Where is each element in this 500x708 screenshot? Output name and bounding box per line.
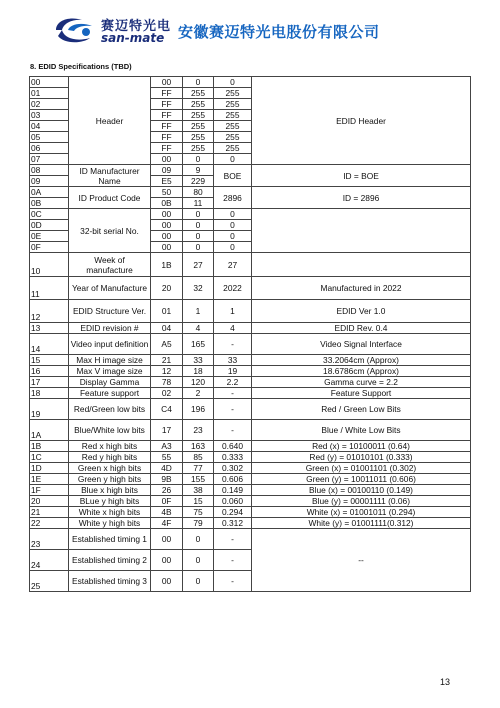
cell-hex: A3 <box>151 441 183 452</box>
cell-name: Blue x high bits <box>69 485 151 496</box>
product-code-label: ID Product Code <box>69 187 151 209</box>
cell-hex: FF <box>151 143 183 154</box>
cell-dec: 38 <box>183 485 214 496</box>
cell-addr: 10 <box>30 253 69 277</box>
cell-dec: 15 <box>183 496 214 507</box>
cell-dec: 2 <box>183 388 214 399</box>
cell-dec: 0 <box>183 242 214 253</box>
cell-hex: 17 <box>151 420 183 441</box>
cell-val: 27 <box>214 253 252 277</box>
cell-val: 255 <box>214 99 252 110</box>
cell-val: 0 <box>214 154 252 165</box>
cell-val: - <box>214 388 252 399</box>
manufacturer-description: ID = BOE <box>252 165 471 187</box>
section-title: 8. EDID Specifications (TBD) <box>30 62 132 71</box>
cell-desc <box>252 253 471 277</box>
cell-hex: 04 <box>151 323 183 334</box>
cell-addr: 22 <box>30 518 69 529</box>
cell-dec: 196 <box>183 399 214 420</box>
cell-dec: 1 <box>183 300 214 323</box>
cell-hex: A5 <box>151 334 183 355</box>
cell-addr: 16 <box>30 366 69 377</box>
cell-desc: Red (y) = 01010101 (0.333) <box>252 452 471 463</box>
cell-hex: 00 <box>151 209 183 220</box>
cell-dec: 255 <box>183 99 214 110</box>
cell-hex: 50 <box>151 187 183 198</box>
cell-dec: 79 <box>183 518 214 529</box>
cell-addr: 15 <box>30 355 69 366</box>
cell-hex: 02 <box>151 388 183 399</box>
cell-val: 0.312 <box>214 518 252 529</box>
logo-chinese-text: 赛迈特光电 <box>101 19 172 34</box>
cell-dec: 229 <box>183 176 214 187</box>
cell-desc: EDID Ver 1.0 <box>252 300 471 323</box>
edid-row <box>30 323 471 334</box>
cell-dec: 0 <box>183 220 214 231</box>
cell-val: - <box>214 420 252 441</box>
cell-hex: 78 <box>151 377 183 388</box>
header-description: EDID Header <box>252 77 471 165</box>
cell-addr: 17 <box>30 377 69 388</box>
cell-addr: 06 <box>30 143 69 154</box>
cell-desc: EDID Rev. 0.4 <box>252 323 471 334</box>
cell-addr: 18 <box>30 388 69 399</box>
cell-hex: 0F <box>151 496 183 507</box>
cell-addr: 1C <box>30 452 69 463</box>
company-name: 安徽赛迈特光电股份有限公司 <box>178 23 380 41</box>
cell-desc: Green (x) = 01001101 (0.302) <box>252 463 471 474</box>
cell-name: White x high bits <box>69 507 151 518</box>
cell-addr: 1F <box>30 485 69 496</box>
cell-val: 2022 <box>214 277 252 300</box>
cell-hex: 21 <box>151 355 183 366</box>
cell-hex: 00 <box>151 550 183 571</box>
cell-dec: 4 <box>183 323 214 334</box>
cell-name: Red/Green low bits <box>69 399 151 420</box>
cell-dec: 255 <box>183 88 214 99</box>
cell-dec: 85 <box>183 452 214 463</box>
cell-name: Week of manufacture <box>69 253 151 277</box>
cell-hex: 09 <box>151 165 183 176</box>
edid-row <box>30 399 471 420</box>
cell-addr: 13 <box>30 323 69 334</box>
cell-name: EDID Structure Ver. <box>69 300 151 323</box>
cell-addr: 00 <box>30 77 69 88</box>
cell-dec: 77 <box>183 463 214 474</box>
established-timing-description: -- <box>252 529 471 592</box>
edid-row <box>30 474 471 485</box>
cell-hex: FF <box>151 110 183 121</box>
cell-name: White y high bits <box>69 518 151 529</box>
cell-dec: 255 <box>183 110 214 121</box>
cell-addr: 1E <box>30 474 69 485</box>
cell-dec: 155 <box>183 474 214 485</box>
cell-addr: 21 <box>30 507 69 518</box>
cell-hex: 00 <box>151 242 183 253</box>
cell-dec: 163 <box>183 441 214 452</box>
cell-addr: 12 <box>30 300 69 323</box>
cell-val: 0.333 <box>214 452 252 463</box>
cell-hex: 00 <box>151 77 183 88</box>
cell-hex: 12 <box>151 366 183 377</box>
cell-name: Year of Manufacture <box>69 277 151 300</box>
san-mate-logo-icon <box>52 14 98 46</box>
cell-hex: E5 <box>151 176 183 187</box>
cell-addr: 05 <box>30 132 69 143</box>
cell-val: - <box>214 571 252 592</box>
cell-dec: 0 <box>183 231 214 242</box>
cell-addr: 19 <box>30 399 69 420</box>
cell-addr: 0D <box>30 220 69 231</box>
cell-hex: 01 <box>151 300 183 323</box>
cell-dec: 120 <box>183 377 214 388</box>
cell-name: Blue/White low bits <box>69 420 151 441</box>
cell-name: EDID revision # <box>69 323 151 334</box>
cell-dec: 33 <box>183 355 214 366</box>
cell-name: BLue y high bits <box>69 496 151 507</box>
edid-row <box>30 518 471 529</box>
cell-hex: FF <box>151 121 183 132</box>
cell-dec: 0 <box>183 154 214 165</box>
cell-desc: Video Signal Interface <box>252 334 471 355</box>
cell-hex: 00 <box>151 231 183 242</box>
cell-hex: 20 <box>151 277 183 300</box>
cell-addr: 20 <box>30 496 69 507</box>
page-header <box>52 14 472 46</box>
cell-val: 19 <box>214 366 252 377</box>
cell-val: - <box>214 529 252 550</box>
cell-name: Feature support <box>69 388 151 399</box>
cell-dec: 18 <box>183 366 214 377</box>
cell-dec: 80 <box>183 187 214 198</box>
cell-desc: Red (x) = 10100011 (0.64) <box>252 441 471 452</box>
cell-desc: Blue / White Low Bits <box>252 420 471 441</box>
cell-addr: 0B <box>30 198 69 209</box>
cell-val: - <box>214 334 252 355</box>
edid-row <box>30 420 471 441</box>
cell-val: 255 <box>214 88 252 99</box>
cell-val: 255 <box>214 110 252 121</box>
cell-desc: 18.6786cm (Approx) <box>252 366 471 377</box>
cell-dec: 75 <box>183 507 214 518</box>
cell-addr: 08 <box>30 165 69 176</box>
cell-dec: 0 <box>183 77 214 88</box>
cell-addr: 23 <box>30 529 69 550</box>
cell-addr: 24 <box>30 550 69 571</box>
edid-row <box>30 507 471 518</box>
cell-addr: 01 <box>30 88 69 99</box>
cell-addr: 0E <box>30 231 69 242</box>
cell-desc: Red / Green Low Bits <box>252 399 471 420</box>
edid-table-body <box>30 77 471 592</box>
cell-hex: 9B <box>151 474 183 485</box>
cell-addr: 1A <box>30 420 69 441</box>
cell-val: - <box>214 550 252 571</box>
cell-dec: 23 <box>183 420 214 441</box>
cell-hex: 26 <box>151 485 183 496</box>
cell-dec: 0 <box>183 529 214 550</box>
cell-val: 0.294 <box>214 507 252 518</box>
cell-dec: 255 <box>183 121 214 132</box>
serial-description <box>252 209 471 253</box>
cell-hex: FF <box>151 99 183 110</box>
edid-row <box>30 529 471 550</box>
cell-val: 0.606 <box>214 474 252 485</box>
manufacturer-value: BOE <box>214 165 252 187</box>
cell-addr: 09 <box>30 176 69 187</box>
cell-val: 255 <box>214 132 252 143</box>
cell-dec: 255 <box>183 132 214 143</box>
cell-hex: FF <box>151 88 183 99</box>
cell-addr: 0F <box>30 242 69 253</box>
cell-addr: 04 <box>30 121 69 132</box>
cell-name: Video input definition <box>69 334 151 355</box>
cell-hex: 55 <box>151 452 183 463</box>
cell-name: Max V image size <box>69 366 151 377</box>
cell-addr: 02 <box>30 99 69 110</box>
cell-val: 0.149 <box>214 485 252 496</box>
edid-row <box>30 388 471 399</box>
cell-addr: 14 <box>30 334 69 355</box>
cell-name: Red x high bits <box>69 441 151 452</box>
header-label: Header <box>69 77 151 165</box>
cell-desc: Blue (y) = 00001111 (0.06) <box>252 496 471 507</box>
cell-hex: 4B <box>151 507 183 518</box>
cell-desc: 33.2064cm (Approx) <box>252 355 471 366</box>
cell-name: Established timing 2 <box>69 550 151 571</box>
cell-hex: 00 <box>151 220 183 231</box>
edid-row <box>30 441 471 452</box>
cell-dec: 0 <box>183 550 214 571</box>
cell-val: 0 <box>214 209 252 220</box>
cell-hex: 00 <box>151 154 183 165</box>
cell-name: Green y high bits <box>69 474 151 485</box>
cell-val: 33 <box>214 355 252 366</box>
cell-hex: 00 <box>151 571 183 592</box>
cell-val: 0.640 <box>214 441 252 452</box>
edid-row <box>30 209 471 220</box>
cell-addr: 25 <box>30 571 69 592</box>
cell-dec: 0 <box>183 209 214 220</box>
cell-hex: FF <box>151 132 183 143</box>
product-code-value: 2896 <box>214 187 252 209</box>
edid-row <box>30 496 471 507</box>
cell-hex: 1B <box>151 253 183 277</box>
cell-val: 0.302 <box>214 463 252 474</box>
cell-desc: Blue (x) = 00100110 (0.149) <box>252 485 471 496</box>
manufacturer-label: ID Manufacturer Name <box>69 165 151 187</box>
cell-dec: 32 <box>183 277 214 300</box>
cell-val: 0 <box>214 77 252 88</box>
cell-addr: 1B <box>30 441 69 452</box>
cell-desc: White (y) = 01001111(0.312) <box>252 518 471 529</box>
edid-row <box>30 165 471 176</box>
cell-name: Established timing 3 <box>69 571 151 592</box>
cell-val: 0 <box>214 231 252 242</box>
cell-hex: 4F <box>151 518 183 529</box>
cell-desc: Feature Support <box>252 388 471 399</box>
cell-addr: 0C <box>30 209 69 220</box>
edid-row <box>30 277 471 300</box>
cell-hex: 0B <box>151 198 183 209</box>
cell-name: Established timing 1 <box>69 529 151 550</box>
cell-val: 255 <box>214 143 252 154</box>
edid-row <box>30 187 471 198</box>
cell-addr: 0A <box>30 187 69 198</box>
product-code-description: ID = 2896 <box>252 187 471 209</box>
edid-row <box>30 463 471 474</box>
cell-val: 255 <box>214 121 252 132</box>
cell-addr: 11 <box>30 277 69 300</box>
cell-addr: 03 <box>30 110 69 121</box>
cell-val: 0 <box>214 242 252 253</box>
cell-hex: 4D <box>151 463 183 474</box>
cell-name: Max H image size <box>69 355 151 366</box>
edid-row <box>30 366 471 377</box>
edid-table <box>29 76 471 592</box>
edid-row <box>30 77 471 88</box>
cell-val: 0 <box>214 220 252 231</box>
cell-dec: 11 <box>183 198 214 209</box>
cell-val: - <box>214 399 252 420</box>
edid-row <box>30 253 471 277</box>
cell-val: 4 <box>214 323 252 334</box>
edid-row <box>30 300 471 323</box>
cell-dec: 27 <box>183 253 214 277</box>
cell-desc: Gamma curve = 2.2 <box>252 377 471 388</box>
edid-row <box>30 485 471 496</box>
edid-row <box>30 377 471 388</box>
cell-val: 2.2 <box>214 377 252 388</box>
cell-hex: 00 <box>151 529 183 550</box>
cell-name: Green x high bits <box>69 463 151 474</box>
edid-row <box>30 452 471 463</box>
cell-desc: White (x) = 01001011 (0.294) <box>252 507 471 518</box>
cell-desc: Green (y) = 10011011 (0.606) <box>252 474 471 485</box>
cell-desc: Manufactured in 2022 <box>252 277 471 300</box>
serial-label: 32-bit serial No. <box>69 209 151 253</box>
cell-dec: 0 <box>183 571 214 592</box>
cell-val: 0.060 <box>214 496 252 507</box>
cell-addr: 07 <box>30 154 69 165</box>
cell-dec: 165 <box>183 334 214 355</box>
edid-row <box>30 334 471 355</box>
cell-name: Display Gamma <box>69 377 151 388</box>
cell-hex: C4 <box>151 399 183 420</box>
cell-dec: 255 <box>183 143 214 154</box>
cell-dec: 9 <box>183 165 214 176</box>
cell-addr: 1D <box>30 463 69 474</box>
page-number: 13 <box>440 677 451 687</box>
edid-row <box>30 355 471 366</box>
cell-val: 1 <box>214 300 252 323</box>
logo-english-text: san-mate <box>101 31 165 45</box>
cell-name: Red y high bits <box>69 452 151 463</box>
